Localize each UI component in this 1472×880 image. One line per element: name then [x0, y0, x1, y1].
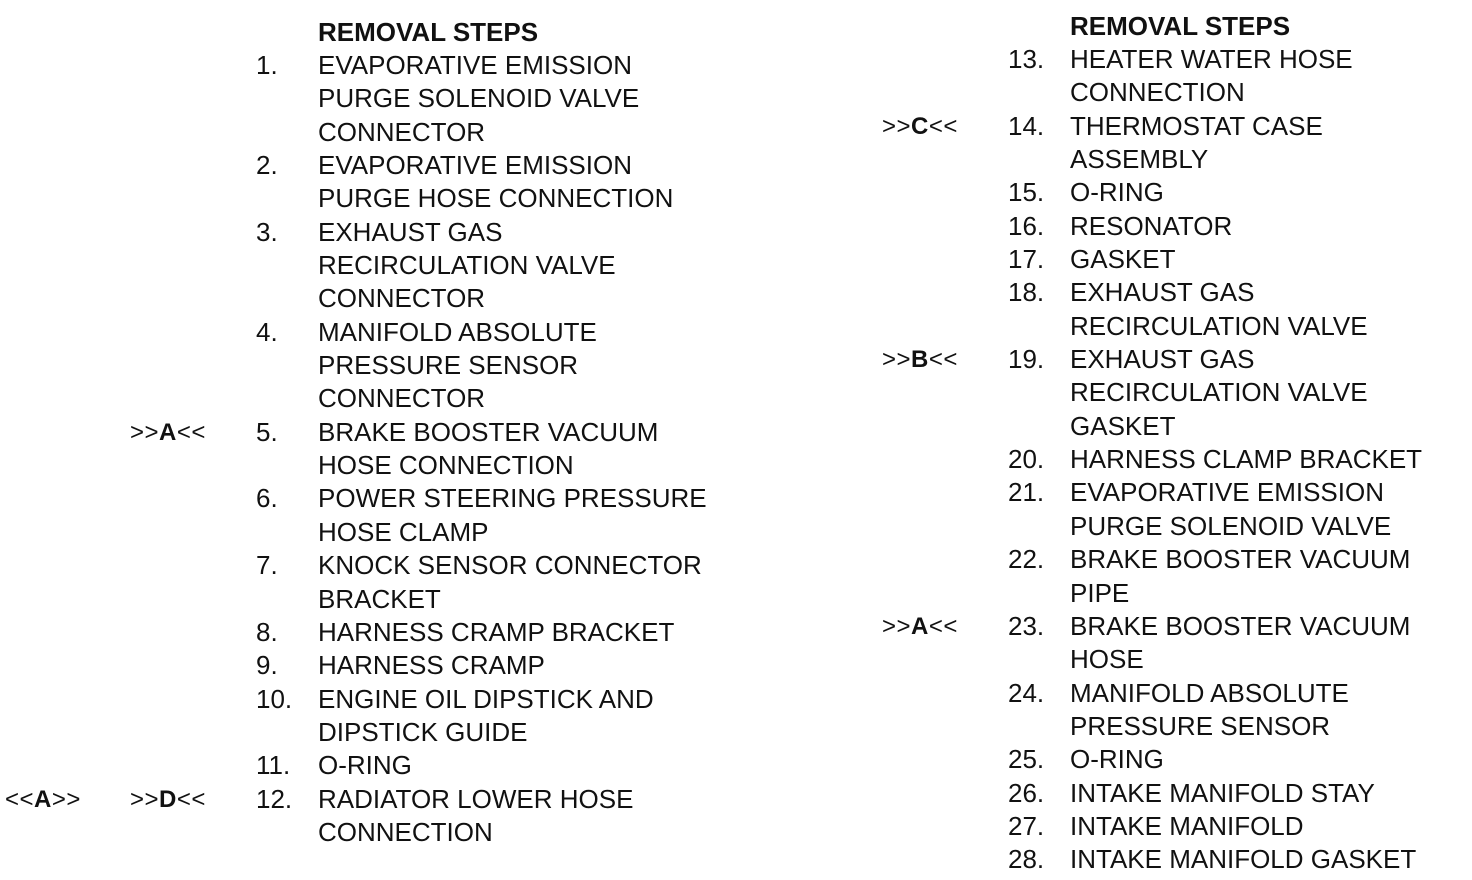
step-number: 4. — [256, 316, 278, 347]
step-text: POWER STEERING PRESSURE HOSE CLAMP — [318, 483, 707, 547]
step-row — [0, 49, 760, 149]
step-row — [0, 683, 760, 750]
step-text: HARNESS CRAMP BRACKET — [318, 616, 675, 647]
step-text: KNOCK SENSOR CONNECTOR BRACKET — [318, 550, 702, 614]
step-text: O-RING — [1070, 744, 1164, 775]
step-text: HARNESS CLAMP BRACKET — [1070, 444, 1423, 475]
left-heading: REMOVAL STEPS — [318, 17, 539, 47]
step-row — [880, 810, 1472, 843]
removal-mark: >>C<< — [882, 112, 958, 140]
step-number: 26. — [1008, 777, 1045, 808]
step-text: INTAKE MANIFOLD STAY — [1070, 777, 1375, 808]
removal-mark: >>B<< — [882, 346, 958, 374]
step-number: 23. — [1008, 610, 1045, 641]
step-number: 8. — [256, 616, 278, 647]
step-number: 6. — [256, 483, 278, 514]
step-number: 5. — [256, 416, 278, 447]
step-text: HEATER WATER HOSE CONNECTION — [1070, 44, 1353, 108]
step-text: EXHAUST GAS RECIRCULATION VALVE GASKET — [1070, 344, 1368, 441]
step-text: MANIFOLD ABSOLUTE PRESSURE SENSOR CONNECTOR — [318, 316, 597, 414]
step-row — [880, 610, 1472, 677]
step-number: 17. — [1008, 244, 1045, 275]
step-row — [880, 110, 1472, 177]
step-number: 11. — [256, 750, 291, 781]
step-row — [0, 416, 760, 483]
step-number: 9. — [256, 650, 278, 681]
step-row — [0, 616, 760, 649]
removal-mark: >>A<< — [882, 612, 958, 640]
step-number: 24. — [1008, 677, 1045, 708]
step-number: 28. — [1008, 844, 1045, 875]
step-row — [0, 649, 760, 682]
removal-mark: >>A<< — [130, 418, 206, 446]
step-row — [880, 210, 1472, 243]
step-number: 16. — [1008, 210, 1045, 241]
step-text: INTAKE MANIFOLD — [1070, 810, 1304, 841]
step-text: EVAPORATIVE EMISSION PURGE HOSE CONNECTION — [318, 150, 674, 214]
step-number: 1. — [256, 50, 278, 80]
step-number: 2. — [256, 150, 278, 181]
step-row — [0, 783, 760, 850]
step-row — [0, 549, 760, 616]
step-row — [880, 777, 1472, 810]
step-text: ENGINE OIL DIPSTICK AND DIPSTICK GUIDE — [318, 683, 654, 747]
installation-mark: <<A>> — [5, 785, 81, 813]
step-text: O-RING — [1070, 177, 1164, 208]
right-heading: REMOVAL STEPS — [1070, 11, 1291, 41]
step-number: 15. — [1008, 177, 1045, 208]
step-number: 13. — [1008, 44, 1045, 74]
right-column — [880, 10, 1472, 877]
step-text: GASKET — [1070, 244, 1176, 275]
step-text: EXHAUST GAS RECIRCULATION VALVE — [1070, 277, 1368, 341]
step-number: 7. — [256, 550, 278, 581]
removal-mark: >>D<< — [130, 785, 206, 813]
step-text: EXHAUST GAS RECIRCULATION VALVE CONNECTOR — [318, 216, 616, 314]
step-number: 20. — [1008, 444, 1045, 475]
step-number: 18. — [1008, 277, 1045, 308]
step-number: 25. — [1008, 744, 1045, 775]
step-number: 12. — [256, 783, 293, 814]
step-number: 10. — [256, 683, 293, 714]
step-row — [880, 543, 1472, 610]
step-text: RADIATOR LOWER HOSE CONNECTION — [318, 783, 634, 847]
step-text: BRAKE BOOSTER VACUUM HOSE — [1070, 610, 1411, 675]
step-row — [880, 243, 1472, 276]
left-column — [0, 16, 760, 849]
step-text: BRAKE BOOSTER VACUUM HOSE CONNECTION — [318, 416, 659, 481]
step-number: 14. — [1008, 110, 1045, 141]
step-row — [0, 316, 760, 416]
step-text: BRAKE BOOSTER VACUUM PIPE — [1070, 544, 1411, 608]
step-text: EVAPORATIVE EMISSION PURGE SOLENOID VALVE CONNECTOR — [318, 50, 640, 147]
step-text: RESONATOR — [1070, 210, 1233, 241]
step-row — [880, 476, 1472, 543]
right-step-list — [880, 43, 1472, 877]
step-number: 19. — [1008, 344, 1045, 375]
left-step-list — [0, 49, 760, 849]
step-text: INTAKE MANIFOLD GASKET — [1070, 844, 1417, 875]
step-text: O-RING — [318, 750, 412, 781]
step-row — [880, 843, 1472, 876]
step-row — [0, 216, 760, 316]
step-text: EVAPORATIVE EMISSION PURGE SOLENOID VALVE — [1070, 477, 1392, 541]
step-number: 27. — [1008, 810, 1045, 841]
step-row — [880, 43, 1472, 110]
step-number: 21. — [1008, 477, 1045, 508]
step-text: THERMOSTAT CASE ASSEMBLY — [1070, 110, 1323, 175]
step-text: HARNESS CRAMP — [318, 650, 545, 681]
step-row — [880, 176, 1472, 209]
step-row — [880, 276, 1472, 343]
step-row — [0, 149, 760, 216]
step-text: MANIFOLD ABSOLUTE PRESSURE SENSOR — [1070, 677, 1349, 741]
step-row — [0, 482, 760, 549]
step-row — [880, 677, 1472, 744]
step-row — [880, 443, 1472, 476]
step-row — [880, 343, 1472, 443]
step-number: 3. — [256, 216, 278, 247]
step-row — [880, 743, 1472, 776]
step-row — [0, 749, 760, 782]
step-number: 22. — [1008, 544, 1045, 575]
